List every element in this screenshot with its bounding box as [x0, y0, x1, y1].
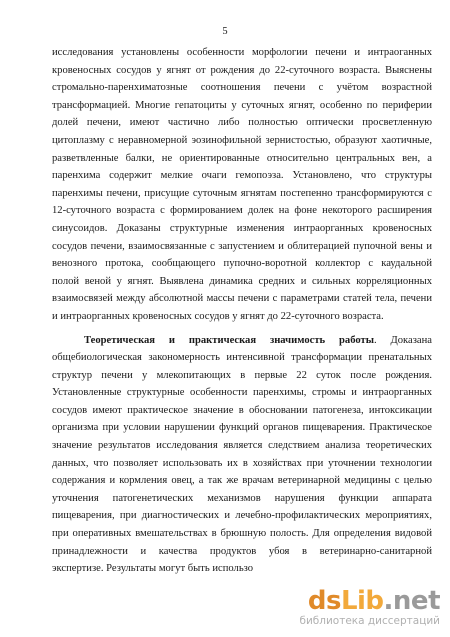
paragraph-line: паренхима содержит мелкие очаги гемопоэза. Установлено, что структуры	[52, 170, 432, 182]
paragraph-line: Установленные структурные особенности паренхимы, стромы и интраорганных	[52, 387, 432, 399]
dslib-watermark	[290, 587, 440, 631]
paragraph-line: синусоидов. Доказаны структурные изменения интраорганных кровеносных	[52, 222, 432, 234]
paragraph-line: трансформацией. Многие гепатоциты у суточных ягнят, особенно по периферии	[52, 99, 432, 111]
paragraph-line: уточнения патогенетических механизмов нарушения функции аппарата	[52, 492, 432, 504]
paragraph-line: общебиологическая закономерность интенсивной трансформации пренатальных	[52, 352, 432, 364]
section-heading: Теоретическая и практическая значимость работы	[84, 334, 374, 346]
paragraph-line: паренхимы печени, присущие суточным ягнятам постепенно трансформируются с	[52, 187, 432, 199]
paragraph-line: данных, что позволяет использовать их в хозяйствах при уточнении технологии	[52, 457, 432, 469]
paragraph-line: при оперативных вмешательствах в брюшную полость. Для определения видовой	[52, 528, 432, 540]
dslib-subtitle: библиотека диссертаций	[299, 615, 440, 627]
paragraph-line: сосудов имеют практическое значение в обосновании патогенеза, интоксикации	[52, 404, 432, 416]
paragraph-line	[52, 332, 432, 350]
paragraph-line: принадлежности и качества продуктов убоя в ветеринарно-санитарной	[52, 545, 432, 557]
paragraph-line: 12-суточного возраста с формированием долек на фоне некоторого расширения	[52, 205, 432, 217]
paragraph-line: содержания и кормления овец, а так же врачам ветеринарной медицины с целью	[52, 475, 432, 487]
paragraph-line: значение результатов исследования является следствием анализа теоретических	[52, 440, 432, 452]
paragraph-results	[52, 44, 432, 326]
document-body	[52, 44, 432, 578]
paragraph-line: цитоплазму с неравномерной эозинофильной зернистостью, образуют хаотичные,	[52, 134, 432, 146]
paragraph-line: стромально-паренхиматозные соотношения печени с учётом возрастной	[52, 82, 432, 94]
paragraph-line: структур печени у млекопитающих в первые 22 суток после рождения.	[52, 369, 432, 381]
paragraph-line: организма при условии нарушении функций органов пищеварения. Практическое	[52, 422, 432, 434]
paragraph-line: венозного протока, сообщающего пупочно-воротной коллектор с каудальной	[52, 258, 432, 270]
paragraph-line: полой веной у ягнят. Выявлена динамика средних и сильных корреляционных	[52, 275, 432, 287]
page-number: 5	[222, 26, 228, 37]
paragraph-line: разветвленные балки, не ориентированные относительно центральных вен, а	[52, 152, 432, 164]
paragraph-significance	[52, 332, 432, 578]
paragraph-line: экспертизе. Результаты могут быть использо	[52, 563, 254, 575]
paragraph-line: и интраорганных кровеносных сосудов у ягнят до 22-суточного возраста.	[52, 310, 384, 322]
paragraph-line: пищеварения, при диагностических и лечебно-профилактических мероприятиях,	[52, 510, 432, 522]
paragraph-line: взаимосвязей между абсолютной массы печени с параметрами статей тела, печени	[52, 293, 432, 305]
paragraph-line: долей печени, имеют частично либо полностью оптически просветленную	[52, 117, 432, 129]
paragraph-line: исследования установлены особенности морфологии печени и интраоганных	[52, 47, 432, 58]
dslib-logo: dsLib.net	[307, 586, 440, 616]
paragraph-line: сосудов печени, взаимосвязанные с запустением и облитерацией пупочной вены и	[52, 240, 432, 252]
paragraph-line: кровеносных сосудов у ягнят от рождения до 22-суточного возраста. Выяснены	[52, 64, 432, 76]
heading-continuation: . Доказана	[374, 334, 432, 346]
